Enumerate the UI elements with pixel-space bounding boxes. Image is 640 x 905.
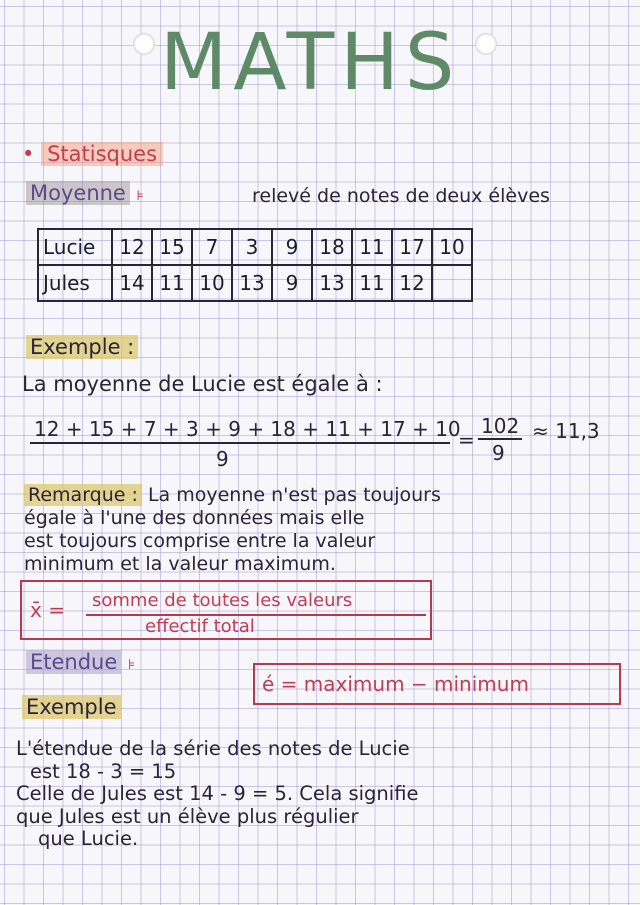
mean-formula-denominator: effectif total xyxy=(145,616,255,637)
mean-result-numerator: 102 xyxy=(481,414,520,438)
etendue-line-1: L'étendue de la série des notes de Lucie xyxy=(16,737,410,760)
remark-line-1 xyxy=(24,484,441,507)
etendue-heading xyxy=(26,650,135,677)
mean-equals: = xyxy=(458,428,475,452)
etendue-pin-icon: ⊧ xyxy=(127,657,136,673)
grade-cell: 17 xyxy=(392,229,432,265)
grade-cell: 7 xyxy=(192,229,232,265)
grade-cell: 13 xyxy=(312,265,352,301)
grade-cell: 11 xyxy=(352,229,392,265)
remark-line-4: minimum et la valeur maximum. xyxy=(24,553,336,575)
grade-cell: 18 xyxy=(312,229,352,265)
mean-result-denominator: 9 xyxy=(492,441,505,465)
etendue-line-2: est 18 - 3 = 15 xyxy=(30,759,177,783)
grade-cell: 9 xyxy=(272,265,312,301)
mean-approx: ≈ 11,3 xyxy=(532,419,600,443)
remark-line-3: est toujours comprise entre la valeur xyxy=(24,530,376,552)
grade-cell: 13 xyxy=(232,265,272,301)
mean-denominator: 9 xyxy=(216,447,229,471)
grade-cell: 12 xyxy=(392,265,432,301)
mean-formula-bar xyxy=(86,614,426,616)
etendue-text-block xyxy=(16,738,418,851)
grade-cell: 9 xyxy=(272,229,312,265)
grades-row-lucie xyxy=(38,229,472,265)
grades-row-jules xyxy=(38,265,472,301)
section-bullet: • xyxy=(22,142,35,166)
remark-label: Remarque : xyxy=(24,484,142,506)
grade-cell: 11 xyxy=(152,265,192,301)
example-etendue-text: Exemple xyxy=(22,695,121,719)
mean-formula-symbol: x̄ = xyxy=(30,598,65,622)
grade-cell xyxy=(432,265,472,301)
grade-cell: 3 xyxy=(232,229,272,265)
mean-formula-numerator: somme de toutes les valeurs xyxy=(92,590,353,611)
etendue-line-4: que Jules est un élève plus régulier xyxy=(16,804,359,828)
binder-hole-right xyxy=(475,33,497,55)
grades-table xyxy=(37,228,473,302)
section-heading xyxy=(22,142,163,166)
page-title: MATHS xyxy=(160,18,461,108)
table-caption: relevé de notes de deux élèves xyxy=(252,185,550,207)
etendue-formula: é = maximum − minimum xyxy=(262,672,529,696)
mean-fraction-bar xyxy=(30,442,450,444)
remark-line-2: égale à l'une des données mais elle xyxy=(24,507,365,529)
grades-row-name: Lucie xyxy=(38,229,112,265)
etendue-line-3: Celle de Jules est 14 - 9 = 5. Cela signifie xyxy=(16,782,419,805)
grade-cell: 12 xyxy=(112,229,152,265)
grade-cell: 10 xyxy=(192,265,232,301)
grade-cell: 14 xyxy=(112,265,152,301)
moyenne-pin-icon: ⊧ xyxy=(136,188,144,204)
mean-result-bar xyxy=(478,438,522,440)
grades-row-name: Jules xyxy=(38,265,112,301)
moyenne-label: Moyenne xyxy=(26,181,130,205)
etendue-line-5: que Lucie. xyxy=(38,827,139,850)
example-label-text: Exemple : xyxy=(26,335,138,359)
binder-hole-left xyxy=(133,33,155,55)
grade-cell: 11 xyxy=(352,265,392,301)
etendue-label: Etendue xyxy=(26,650,121,674)
grade-cell: 15 xyxy=(152,229,192,265)
remark-text-1: La moyenne n'est pas toujours xyxy=(147,484,441,506)
moyenne-heading xyxy=(26,181,144,208)
grade-cell: 10 xyxy=(432,229,472,265)
mean-numerator: 12 + 15 + 7 + 3 + 9 + 18 + 11 + 17 + 10 xyxy=(34,417,461,441)
example-label-etendue xyxy=(22,695,121,719)
example-label-moyenne xyxy=(26,335,138,359)
section-label: Statisques xyxy=(41,142,163,166)
example-intro: La moyenne de Lucie est égale à : xyxy=(22,372,383,396)
remark-block xyxy=(24,484,441,576)
